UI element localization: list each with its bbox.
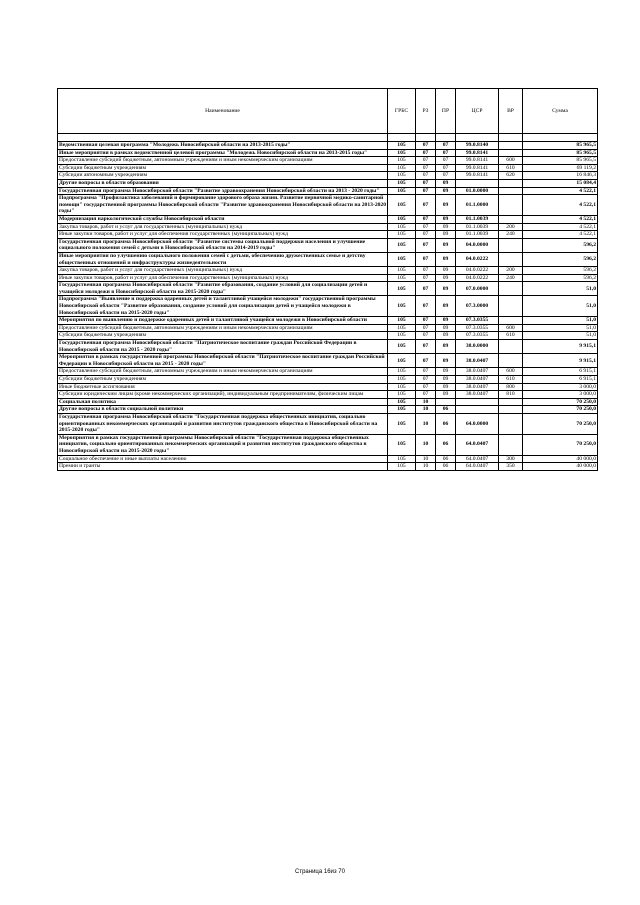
cell-grbs: 105 bbox=[388, 223, 416, 231]
cell-sum: 40 000,0 bbox=[523, 463, 598, 471]
cell-vr: 600 bbox=[499, 324, 523, 332]
header-name: Наименование bbox=[58, 89, 388, 134]
cell-vr bbox=[499, 296, 523, 317]
cell-pr: 09 bbox=[436, 252, 456, 266]
cell-pr: 09 bbox=[436, 296, 456, 317]
cell-rz: 10 bbox=[416, 455, 436, 463]
cell-vr: 610 bbox=[499, 332, 523, 340]
cell-grbs: 105 bbox=[388, 187, 416, 195]
table-row bbox=[58, 149, 598, 157]
cell-name: Иные закупки товаров, работ и услуг для обеспечения государственных (муниципальных) нужд bbox=[58, 231, 388, 239]
cell-rz: 07 bbox=[416, 282, 436, 296]
cell-vr: 300 bbox=[499, 455, 523, 463]
cell-name: Подпрограмма "Выявление и поддержка одаренных детей и талантливой учащейся молодежи" государственной программы Новосибирской области "Развитие образования, создание условий для социализации детей и учащейся молодежи в Новосибирской области на 2015-2020 годы" bbox=[58, 296, 388, 317]
cell-grbs: 105 bbox=[388, 238, 416, 252]
table-row bbox=[58, 274, 598, 282]
cell-csr: 64.0.0407 bbox=[456, 434, 499, 455]
table-row bbox=[58, 434, 598, 455]
cell-grbs: 105 bbox=[388, 149, 416, 157]
table-row bbox=[58, 157, 598, 165]
cell-vr bbox=[499, 398, 523, 406]
cell-pr: 09 bbox=[436, 317, 456, 325]
cell-sum: 596,2 bbox=[523, 252, 598, 266]
table-row bbox=[58, 187, 598, 195]
cell-pr: 09 bbox=[436, 383, 456, 391]
cell-pr: 07 bbox=[436, 149, 456, 157]
budget-table bbox=[57, 88, 598, 471]
cell-name: Другие вопросы в области социальной политики bbox=[58, 406, 388, 414]
cell-rz: 07 bbox=[416, 172, 436, 180]
cell-rz: 07 bbox=[416, 215, 436, 223]
cell-vr bbox=[499, 238, 523, 252]
cell-sum: 70 250,0 bbox=[523, 434, 598, 455]
cell-name: Мероприятия в рамках государственной программы Новосибирской области "Патриотическое воспитание граждан Российской Федерации в Новосибирской области на 2015 - 2020 годы" bbox=[58, 354, 388, 368]
header-pr: ПР bbox=[436, 89, 456, 134]
table-row bbox=[58, 455, 598, 463]
cell-rz: 07 bbox=[416, 179, 436, 187]
cell-name: Предоставление субсидий бюджетным, автономным учреждениям и иным некоммерческим организациям bbox=[58, 157, 388, 165]
cell-sum: 51,0 bbox=[523, 317, 598, 325]
header-vr: ВР bbox=[499, 89, 523, 134]
table-row bbox=[58, 406, 598, 414]
cell-sum: 70 250,0 bbox=[523, 406, 598, 414]
cell-grbs: 105 bbox=[388, 179, 416, 187]
table-row bbox=[58, 223, 598, 231]
table-row bbox=[58, 252, 598, 266]
cell-csr: 04.0.0000 bbox=[456, 238, 499, 252]
cell-csr: 38.0.0407 bbox=[456, 368, 499, 376]
spacer-cell bbox=[436, 134, 456, 142]
table-row bbox=[58, 332, 598, 340]
cell-pr: 09 bbox=[436, 368, 456, 376]
cell-vr bbox=[499, 149, 523, 157]
budget-table-container bbox=[57, 88, 597, 471]
cell-rz: 07 bbox=[416, 157, 436, 165]
table-row bbox=[58, 324, 598, 332]
cell-vr: 240 bbox=[499, 231, 523, 239]
cell-vr bbox=[499, 187, 523, 195]
cell-rz: 07 bbox=[416, 332, 436, 340]
cell-rz: 07 bbox=[416, 142, 436, 150]
cell-sum: 85 965,5 bbox=[523, 149, 598, 157]
table-row bbox=[58, 413, 598, 434]
cell-name: Государственная программа Новосибирской области "Государственная поддержка общественных инициатив, социально ориентированных некоммерческих организаций и развития институтов гражданского общества в Новосибирской области на 2015-2020 годы" bbox=[58, 413, 388, 434]
cell-name: Государственная программа Новосибирской области "Развитие образования, создание условий для социализации детей и учащейся молодежи в Новосибирской области на 2015-2020 годы" bbox=[58, 282, 388, 296]
cell-pr: 07 bbox=[436, 172, 456, 180]
cell-rz: 10 bbox=[416, 398, 436, 406]
table-row bbox=[58, 267, 598, 275]
cell-csr: 04.0.0222 bbox=[456, 274, 499, 282]
cell-vr: 240 bbox=[499, 274, 523, 282]
cell-csr: 99.0.8141 bbox=[456, 157, 499, 165]
cell-csr: 64.0.0000 bbox=[456, 413, 499, 434]
cell-pr: 09 bbox=[436, 179, 456, 187]
cell-name: Иные мероприятия по улучшению социального положения семей с детьми, обеспечению дружественных семье и детству общественных отношений и инфраструктуры жизнедеятельности bbox=[58, 252, 388, 266]
cell-sum: 4 522,1 bbox=[523, 223, 598, 231]
spacer-cell bbox=[523, 134, 598, 142]
cell-rz: 07 bbox=[416, 296, 436, 317]
cell-vr: 610 bbox=[499, 376, 523, 384]
cell-sum: 70 250,0 bbox=[523, 398, 598, 406]
cell-csr: 99.0.8141 bbox=[456, 149, 499, 157]
cell-grbs: 105 bbox=[388, 332, 416, 340]
cell-grbs: 105 bbox=[388, 142, 416, 150]
cell-name: Государственная программа Новосибирской области "Патриотическое воспитание граждан Российской Федерации в Новосибирской области на 2015 - 2020 годы" bbox=[58, 340, 388, 354]
cell-sum: 15 084,4 bbox=[523, 179, 598, 187]
cell-pr: 06 bbox=[436, 413, 456, 434]
table-body bbox=[58, 142, 598, 471]
cell-pr: 06 bbox=[436, 406, 456, 414]
cell-csr: 07.3.0355 bbox=[456, 324, 499, 332]
cell-name: Предоставление субсидий бюджетным, автономным учреждениям и иным некоммерческим организациям bbox=[58, 324, 388, 332]
cell-pr: 07 bbox=[436, 164, 456, 172]
cell-name: Субсидии бюджетным учреждениям bbox=[58, 332, 388, 340]
cell-rz: 07 bbox=[416, 340, 436, 354]
cell-vr bbox=[499, 434, 523, 455]
cell-grbs: 105 bbox=[388, 368, 416, 376]
cell-name: Иные бюджетные ассигнования bbox=[58, 383, 388, 391]
header-rz: РЗ bbox=[416, 89, 436, 134]
cell-name: Субсидии юридическим лицам (кроме некоммерческих организаций), индивидуальным предпринимателям, физическим лицам bbox=[58, 391, 388, 399]
cell-grbs: 105 bbox=[388, 195, 416, 216]
cell-vr bbox=[499, 282, 523, 296]
cell-rz: 07 bbox=[416, 354, 436, 368]
cell-name: Ведомственная целевая программа "Молодежь Новосибирской области на 2013-2015 годы" bbox=[58, 142, 388, 150]
cell-grbs: 105 bbox=[388, 324, 416, 332]
cell-pr: 09 bbox=[436, 267, 456, 275]
cell-sum: 4 522,1 bbox=[523, 195, 598, 216]
cell-name: Закупка товаров, работ и услуг для государственных (муниципальных) нужд bbox=[58, 267, 388, 275]
cell-sum: 4 522,1 bbox=[523, 187, 598, 195]
cell-pr: 07 bbox=[436, 157, 456, 165]
cell-rz: 07 bbox=[416, 324, 436, 332]
cell-name: Социальное обеспечение и иные выплаты населению bbox=[58, 455, 388, 463]
cell-sum: 51,0 bbox=[523, 296, 598, 317]
table-row bbox=[58, 354, 598, 368]
cell-csr bbox=[456, 398, 499, 406]
cell-vr: 600 bbox=[499, 157, 523, 165]
cell-name: Государственная программа Новосибирской области "Развитие системы социальной поддержки населения и улучшение социального положения семей с детьми в Новосибирской области на 2014-2019 годы" bbox=[58, 238, 388, 252]
cell-grbs: 105 bbox=[388, 317, 416, 325]
cell-grbs: 105 bbox=[388, 391, 416, 399]
cell-name: Подпрограмма "Профилактика заболеваний и формирование здорового образа жизни. Развитие первичной медико-санитарной помощи" государственной программы Новосибирской области "Развитие здравоохранения Новосибирской области на 2013-2020 годы" bbox=[59, 195, 387, 215]
cell-rz: 07 bbox=[416, 238, 436, 252]
cell-grbs: 105 bbox=[388, 413, 416, 434]
table-row bbox=[58, 215, 598, 223]
cell-pr: 09 bbox=[436, 324, 456, 332]
table-row bbox=[58, 340, 598, 354]
cell-pr: 09 bbox=[436, 223, 456, 231]
cell-grbs: 105 bbox=[388, 296, 416, 317]
cell-csr: 38.0.0407 bbox=[456, 354, 499, 368]
cell-pr: 09 bbox=[436, 340, 456, 354]
cell-grbs: 105 bbox=[388, 164, 416, 172]
cell-vr bbox=[499, 317, 523, 325]
table-row bbox=[58, 172, 598, 180]
cell-csr: 38.0.0407 bbox=[456, 391, 499, 399]
cell-grbs: 105 bbox=[388, 340, 416, 354]
cell-vr bbox=[499, 354, 523, 368]
cell-csr bbox=[456, 179, 499, 187]
cell-rz: 07 bbox=[416, 383, 436, 391]
cell-name: Мероприятия по выявлению и поддержке одаренных детей и талантливой учащейся молодежи в Новосибирской области bbox=[58, 317, 388, 325]
cell-csr: 64.0.0407 bbox=[456, 463, 499, 471]
cell-rz: 10 bbox=[416, 434, 436, 455]
cell-pr: 09 bbox=[436, 231, 456, 239]
table-row bbox=[58, 179, 598, 187]
cell-grbs: 105 bbox=[388, 406, 416, 414]
cell-sum: 9 915,1 bbox=[523, 354, 598, 368]
cell-csr: 04.0.0222 bbox=[456, 252, 499, 266]
table-row bbox=[58, 231, 598, 239]
cell-sum: 6 915,1 bbox=[523, 368, 598, 376]
cell-sum: 85 965,5 bbox=[523, 157, 598, 165]
cell-name: Другие вопросы в области образования bbox=[58, 179, 388, 187]
cell-grbs: 105 bbox=[388, 231, 416, 239]
header-grbs: ГРБС bbox=[388, 89, 416, 134]
cell-sum: 4 522,1 bbox=[523, 231, 598, 239]
cell-sum: 596,2 bbox=[523, 267, 598, 275]
cell-sum: 16 846,3 bbox=[523, 172, 598, 180]
cell-name: Социальная политика bbox=[58, 398, 388, 406]
cell-pr: 06 bbox=[436, 434, 456, 455]
cell-csr: 07.3.0355 bbox=[456, 332, 499, 340]
cell-vr: 620 bbox=[499, 172, 523, 180]
spacer-cell bbox=[456, 134, 499, 142]
spacer-cell bbox=[416, 134, 436, 142]
spacer-cell bbox=[58, 134, 388, 142]
cell-csr: 99.0.8141 bbox=[456, 164, 499, 172]
table-row bbox=[58, 164, 598, 172]
cell-pr: 09 bbox=[436, 354, 456, 368]
cell-name: Премии и гранты bbox=[58, 463, 388, 471]
table-header-row bbox=[58, 89, 598, 134]
cell-pr: 06 bbox=[436, 455, 456, 463]
cell-grbs: 105 bbox=[388, 172, 416, 180]
cell-csr: 38.0.0407 bbox=[456, 376, 499, 384]
cell-grbs: 105 bbox=[388, 463, 416, 471]
cell-sum: 51,0 bbox=[523, 332, 598, 340]
cell-csr: 07.3.0000 bbox=[456, 296, 499, 317]
cell-vr bbox=[499, 406, 523, 414]
spacer-cell bbox=[388, 134, 416, 142]
cell-name: Государственная программа Новосибирской области "Развитие здравоохранения Новосибирской области на 2013 - 2020 годы" bbox=[58, 187, 388, 195]
cell-sum: 51,0 bbox=[523, 324, 598, 332]
cell-rz: 10 bbox=[416, 463, 436, 471]
cell-sum: 51,0 bbox=[523, 282, 598, 296]
cell-vr bbox=[499, 340, 523, 354]
cell-sum: 596,2 bbox=[523, 238, 598, 252]
cell-vr: 610 bbox=[499, 164, 523, 172]
table-row bbox=[58, 296, 598, 317]
cell-rz: 07 bbox=[416, 195, 436, 216]
cell-rz: 10 bbox=[416, 413, 436, 434]
cell-csr: 01.1.0039 bbox=[456, 215, 499, 223]
cell-name: Мероприятия в рамках государственной программы Новосибирской области "Государственная поддержка общественных инициатив, социально ориентированных некоммерческих организаций и развития институтов гражданского общества в Новосибирской области на 2015-2020 годы" bbox=[58, 434, 388, 455]
cell-vr: 600 bbox=[499, 368, 523, 376]
cell-sum: 3 000,0 bbox=[523, 383, 598, 391]
cell-sum: 70 250,0 bbox=[523, 413, 598, 434]
cell-name: Субсидии бюджетным учреждениям bbox=[58, 376, 388, 384]
cell-vr bbox=[499, 179, 523, 187]
cell-grbs: 105 bbox=[388, 398, 416, 406]
cell-grbs: 105 bbox=[388, 434, 416, 455]
cell-rz: 07 bbox=[416, 164, 436, 172]
cell-grbs: 105 bbox=[388, 157, 416, 165]
cell-name: Закупка товаров, работ и услуг для государственных (муниципальных) нужд bbox=[58, 223, 388, 231]
header-spacer-row bbox=[58, 134, 598, 142]
cell-name: Иные мероприятия в рамках ведомственной целевой программы "Молодежь Новосибирской области на 2013-2015 годы" bbox=[58, 149, 388, 157]
header-sum: Сумма bbox=[523, 89, 598, 134]
cell-grbs: 105 bbox=[388, 376, 416, 384]
cell-pr: 09 bbox=[436, 274, 456, 282]
cell-name: Иные закупки товаров, работ и услуг для обеспечения государственных (муниципальных) нужд bbox=[58, 274, 388, 282]
cell-name: Субсидии бюджетным учреждениям bbox=[58, 164, 388, 172]
cell-csr: 38.0.0407 bbox=[456, 383, 499, 391]
cell-pr bbox=[436, 398, 456, 406]
cell-pr: 09 bbox=[436, 282, 456, 296]
cell-vr bbox=[499, 195, 523, 216]
table-row bbox=[58, 238, 598, 252]
table-row bbox=[58, 398, 598, 406]
cell-sum: 69 119,2 bbox=[523, 164, 598, 172]
cell-grbs: 105 bbox=[388, 282, 416, 296]
cell-csr: 04.0.0222 bbox=[456, 267, 499, 275]
cell-pr: 09 bbox=[436, 376, 456, 384]
cell-csr: 07.0.0000 bbox=[456, 282, 499, 296]
cell-csr: 99.0.8141 bbox=[456, 172, 499, 180]
cell-vr: 810 bbox=[499, 391, 523, 399]
spacer-cell bbox=[499, 134, 523, 142]
cell-sum: 4 522,1 bbox=[523, 215, 598, 223]
cell-sum: 6 915,1 bbox=[523, 376, 598, 384]
cell-pr: 09 bbox=[436, 238, 456, 252]
cell-csr: 64.0.0407 bbox=[456, 455, 499, 463]
cell-grbs: 105 bbox=[388, 252, 416, 266]
cell-csr: 01.1.0039 bbox=[456, 231, 499, 239]
table-row bbox=[58, 317, 598, 325]
cell-vr: 200 bbox=[499, 267, 523, 275]
cell-rz: 07 bbox=[416, 391, 436, 399]
cell-name: Субсидии автономным учреждениям bbox=[58, 172, 388, 180]
cell-pr: 07 bbox=[436, 142, 456, 150]
cell-rz: 07 bbox=[416, 317, 436, 325]
cell-grbs: 105 bbox=[388, 455, 416, 463]
header-csr: ЦСР bbox=[456, 89, 499, 134]
cell-vr bbox=[499, 413, 523, 434]
cell-rz: 07 bbox=[416, 267, 436, 275]
cell-vr: 800 bbox=[499, 383, 523, 391]
table-row bbox=[58, 376, 598, 384]
table-row bbox=[58, 195, 598, 216]
page-number: Страница 16из 70 bbox=[295, 869, 345, 875]
cell-name: Предоставление субсидий бюджетным, автономным учреждениям и иным некоммерческим организациям bbox=[58, 368, 388, 376]
cell-csr bbox=[456, 406, 499, 414]
cell-rz: 07 bbox=[416, 274, 436, 282]
cell-rz: 07 bbox=[416, 376, 436, 384]
cell-sum: 40 000,0 bbox=[523, 455, 598, 463]
cell-rz: 10 bbox=[416, 406, 436, 414]
cell-csr: 07.3.0355 bbox=[456, 317, 499, 325]
cell-pr: 06 bbox=[436, 463, 456, 471]
table-row bbox=[58, 383, 598, 391]
cell-pr: 09 bbox=[436, 195, 456, 216]
cell-rz: 07 bbox=[416, 231, 436, 239]
cell-sum: 3 000,0 bbox=[523, 391, 598, 399]
cell-vr: 200 bbox=[499, 223, 523, 231]
table-row bbox=[58, 368, 598, 376]
table-row bbox=[58, 142, 598, 150]
cell-rz: 07 bbox=[416, 368, 436, 376]
cell-sum: 596,2 bbox=[523, 274, 598, 282]
cell-rz: 07 bbox=[416, 223, 436, 231]
cell-pr: 09 bbox=[436, 215, 456, 223]
cell-csr: 01.1.0039 bbox=[456, 223, 499, 231]
cell-csr: 99.0.8140 bbox=[456, 142, 499, 150]
table-row bbox=[58, 282, 598, 296]
cell-grbs: 105 bbox=[388, 215, 416, 223]
cell-grbs: 105 bbox=[388, 383, 416, 391]
cell-pr: 09 bbox=[436, 391, 456, 399]
cell-grbs: 105 bbox=[388, 354, 416, 368]
cell-vr bbox=[499, 215, 523, 223]
table-row bbox=[58, 463, 598, 471]
table-row bbox=[58, 391, 598, 399]
cell-grbs: 105 bbox=[388, 267, 416, 275]
cell-csr: 01.1.0000 bbox=[456, 195, 499, 216]
cell-sum: 9 915,1 bbox=[523, 340, 598, 354]
cell-csr: 01.0.0000 bbox=[456, 187, 499, 195]
cell-name: Модернизация наркологической службы Новосибирской области bbox=[58, 215, 388, 223]
cell-csr: 38.0.0000 bbox=[456, 340, 499, 354]
cell-vr bbox=[499, 252, 523, 266]
cell-pr: 09 bbox=[436, 332, 456, 340]
cell-sum: 85 965,5 bbox=[523, 142, 598, 150]
cell-rz: 07 bbox=[416, 187, 436, 195]
cell-rz: 07 bbox=[416, 252, 436, 266]
cell-pr: 09 bbox=[436, 187, 456, 195]
cell-vr: 350 bbox=[499, 463, 523, 471]
cell-vr bbox=[499, 142, 523, 150]
cell-grbs: 105 bbox=[388, 274, 416, 282]
cell-rz: 07 bbox=[416, 149, 436, 157]
